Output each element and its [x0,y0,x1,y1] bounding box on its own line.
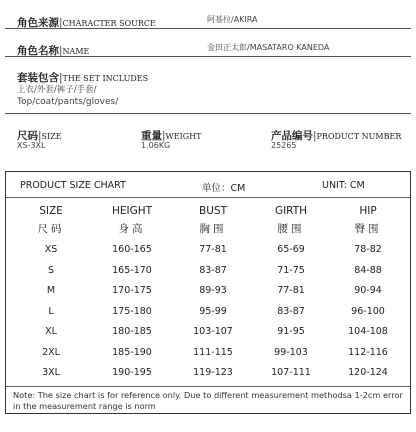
set-includes-value-en: Top/coat/pants/gloves/ [17,97,119,107]
separator: | [59,72,63,84]
separator: | [59,17,63,29]
table-cell-girth: 99-103 [274,346,308,358]
table-cell-hip: 96-100 [351,305,385,317]
unit-en: UNIT: CM [322,180,365,191]
table-cell-hip: 78-82 [354,244,382,255]
table-cell-hip: 112-116 [348,346,388,358]
table-cell-hip: 90-94 [354,285,382,296]
column-header-size: SIZE [39,205,63,217]
table-cell-bust: 89-93 [199,285,227,296]
separator: | [59,45,63,57]
separator: | [162,130,166,142]
divider [5,56,411,57]
size-chart-title: PRODUCT SIZE CHART [20,180,126,191]
size-chart-note: Note: The size chart is for reference only. Due to different measurement methodsa 1-2cm error in the measurement range is norm [13,390,403,411]
table-cell-bust: 119-123 [193,367,233,378]
table-cell-girth: 107-111 [271,367,311,378]
character-name-label-cn: 角色名称 [17,45,59,57]
table-cell-bust: 95-99 [199,305,227,317]
column-header-hip: HIP [359,205,377,217]
divider [6,386,410,387]
set-includes-label-en: THE SET INCLUDES [62,74,149,83]
table-cell-size: S [47,264,55,276]
set-includes-label-cn: 套装包含 [17,72,59,84]
table-cell-height: 180-185 [112,326,152,337]
table-cell-bust: 111-115 [193,346,233,358]
table-cell-height: 175-180 [112,305,152,317]
table-cell-girth: 65-69 [277,244,305,255]
table-cell-girth: 71-75 [277,264,305,276]
character-source-label-en: CHARACTER SOURCE [62,19,156,28]
size-label-en: SIZE [41,132,62,141]
column-header-hip-cn: 臀围 [354,223,382,235]
table-cell-size: XL [45,326,57,337]
table-cell-bust: 83-87 [199,264,227,276]
table-cell-size: 3XL [42,367,60,378]
table-cell-size: L [48,305,54,317]
column-header-height: HEIGHT [111,205,153,217]
table-cell-girth: 91-95 [277,326,305,337]
weight-label-cn: 重量 [141,130,162,142]
column-header-height-cn: 身高 [118,223,146,235]
product-number-value: 25265 [271,141,297,150]
character-name-value: 金田正太郎/MASATARO KANEDA [207,43,330,52]
table-cell-height: 185-190 [112,346,152,358]
table-cell-size: XS [44,244,58,255]
table-cell-hip: 84-88 [354,264,382,276]
table-cell-bust: 77-81 [199,244,227,255]
column-header-size-cn: 尺码 [37,223,65,235]
table-cell-girth: 77-81 [277,285,305,296]
table-cell-size: M [46,285,56,296]
column-header-bust: BUST [199,205,227,217]
weight-value: 1.06KG [141,141,171,150]
set-includes-value-cn: 上衣/外套/裤子/手套/ [17,85,97,95]
character-name-label-en: NAME [62,47,90,56]
table-cell-girth: 83-87 [277,305,305,317]
product-number-label-en: PRODUCT NUMBER [316,132,402,141]
table-cell-height: 160-165 [112,244,152,255]
table-cell-height: 190-195 [112,367,152,378]
divider [5,113,411,114]
column-header-girth-cn: 腰围 [277,223,305,235]
product-number-label-cn: 产品编号 [271,130,313,142]
table-cell-size: 2XL [42,346,60,358]
size-label-cn: 尺码 [17,130,38,142]
size-chart-header [6,172,410,198]
column-header-girth: GIRTH [274,205,308,217]
character-source-value: 阿基拉/AKIRA [207,15,258,24]
table-cell-height: 170-175 [112,285,152,296]
weight-label-en: WEIGHT [165,132,202,141]
table-cell-height: 165-170 [112,264,152,276]
separator: | [313,130,317,142]
table-cell-hip: 120-124 [348,367,388,378]
unit-cn: 单位：CM [202,183,246,194]
separator: | [38,130,42,142]
divider [5,28,411,29]
column-header-bust-cn: 胸围 [199,223,227,235]
table-cell-hip: 104-108 [348,326,388,337]
character-source-label-cn: 角色来源 [17,17,59,29]
size-value: XS-3XL [17,141,46,150]
table-cell-bust: 103-107 [193,326,233,337]
size-chart [5,171,411,414]
